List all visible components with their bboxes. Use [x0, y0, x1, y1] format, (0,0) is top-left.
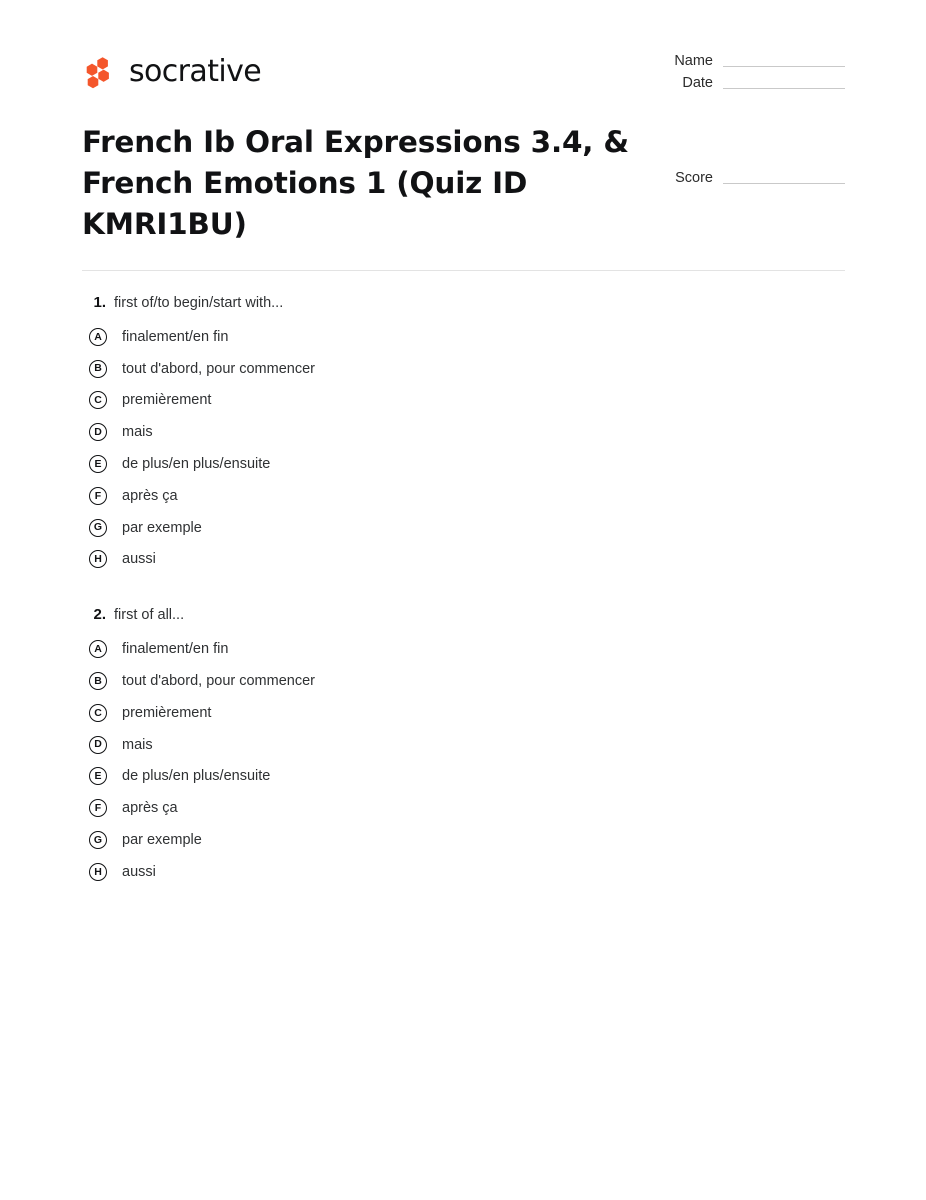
quiz-title: French Ib Oral Expressions 3.4, & French Emotions 1 (Quiz ID KMRI1BU) — [82, 125, 629, 241]
answer-option-text: finalement/en fin — [122, 641, 229, 658]
answer-option[interactable] — [82, 448, 845, 480]
answer-option-letter: E — [89, 767, 107, 785]
answer-option-text: aussi — [122, 551, 156, 568]
answer-option-letter: B — [89, 672, 107, 690]
answer-option-letter: F — [89, 487, 107, 505]
answer-option-bubble[interactable] — [82, 767, 114, 785]
answer-option[interactable] — [82, 729, 845, 761]
answer-option-letter: A — [89, 328, 107, 346]
answer-option[interactable] — [82, 321, 845, 353]
question-text: first of all... — [114, 607, 185, 624]
answer-option-bubble[interactable] — [82, 831, 114, 849]
answer-option-text: tout d'abord, pour commencer — [122, 360, 315, 377]
answer-option-bubble[interactable] — [82, 328, 114, 346]
answer-option[interactable] — [82, 824, 845, 856]
answer-option[interactable] — [82, 544, 845, 576]
student-meta-fields — [660, 48, 845, 187]
answer-option-letter: G — [89, 519, 107, 537]
answer-option-bubble[interactable] — [82, 487, 114, 505]
date-input-line[interactable] — [723, 88, 845, 89]
answer-option-bubble[interactable] — [82, 640, 114, 658]
answer-option[interactable] — [82, 697, 845, 729]
question-number: 2. — [93, 606, 106, 624]
answer-option-text: par exemple — [122, 519, 202, 536]
question-text: first of/to begin/start with... — [114, 295, 284, 311]
socrative-brand — [82, 55, 261, 89]
answer-option-text: de plus/en plus/ensuite — [122, 456, 271, 473]
name-label: Name — [674, 52, 713, 69]
date-label: Date — [682, 74, 713, 91]
answer-option-bubble[interactable] — [82, 736, 114, 754]
answer-option[interactable] — [82, 512, 845, 544]
answer-option-text: premièrement — [122, 392, 212, 409]
name-field-row — [660, 48, 845, 70]
answer-option-text: mais — [122, 736, 153, 753]
socrative-hexagon-logo-icon — [82, 55, 116, 89]
answer-option-bubble[interactable] — [82, 455, 114, 473]
answer-option-letter: H — [89, 550, 107, 568]
socrative-wordmark: socrative — [129, 54, 262, 89]
answer-option[interactable] — [82, 856, 845, 888]
answer-option-text: premièrement — [122, 704, 212, 721]
question-header — [82, 605, 845, 627]
answer-option[interactable] — [82, 665, 845, 697]
answer-option-bubble[interactable] — [82, 391, 114, 409]
answer-option[interactable] — [82, 353, 845, 385]
answer-option-bubble[interactable] — [82, 360, 114, 378]
answer-option-text: aussi — [122, 863, 156, 880]
answer-option-letter: H — [89, 863, 107, 881]
answer-option-bubble[interactable] — [82, 863, 114, 881]
answer-option-letter: A — [89, 640, 107, 658]
answer-option[interactable] — [82, 633, 845, 665]
header-divider — [82, 270, 845, 271]
name-input-line[interactable] — [723, 66, 845, 67]
answer-option-list — [82, 633, 845, 887]
question-block — [82, 605, 845, 887]
score-input-line[interactable] — [723, 183, 845, 184]
question-list — [82, 293, 845, 888]
question-number: 1. — [93, 294, 106, 311]
date-field-row — [660, 70, 845, 92]
answer-option-text: par exemple — [122, 832, 202, 849]
question-header — [82, 293, 845, 315]
answer-option-text: mais — [122, 424, 153, 441]
score-label: Score — [675, 169, 713, 186]
answer-option-letter: F — [89, 799, 107, 817]
answer-option-bubble[interactable] — [82, 672, 114, 690]
answer-option-list — [82, 321, 845, 575]
answer-option-letter: G — [89, 831, 107, 849]
answer-option-bubble[interactable] — [82, 519, 114, 537]
answer-option-letter: C — [89, 391, 107, 409]
answer-option-text: de plus/en plus/ensuite — [122, 768, 271, 785]
answer-option-letter: E — [89, 455, 107, 473]
answer-option-letter: C — [89, 704, 107, 722]
answer-option-letter: D — [89, 736, 107, 754]
answer-option-letter: D — [89, 423, 107, 441]
answer-option-text: finalement/en fin — [122, 328, 229, 345]
answer-option[interactable] — [82, 385, 845, 417]
answer-option-bubble[interactable] — [82, 423, 114, 441]
answer-option[interactable] — [82, 761, 845, 793]
answer-option-text: après ça — [122, 487, 178, 504]
answer-option[interactable] — [82, 480, 845, 512]
answer-option-bubble[interactable] — [82, 799, 114, 817]
answer-option-bubble[interactable] — [82, 704, 114, 722]
answer-option[interactable] — [82, 416, 845, 448]
answer-option-letter: B — [89, 360, 107, 378]
answer-option-text: après ça — [122, 800, 178, 817]
answer-option-text: tout d'abord, pour commencer — [122, 673, 315, 690]
question-block — [82, 293, 845, 575]
answer-option-bubble[interactable] — [82, 550, 114, 568]
answer-option[interactable] — [82, 792, 845, 824]
score-field-row — [660, 165, 845, 187]
